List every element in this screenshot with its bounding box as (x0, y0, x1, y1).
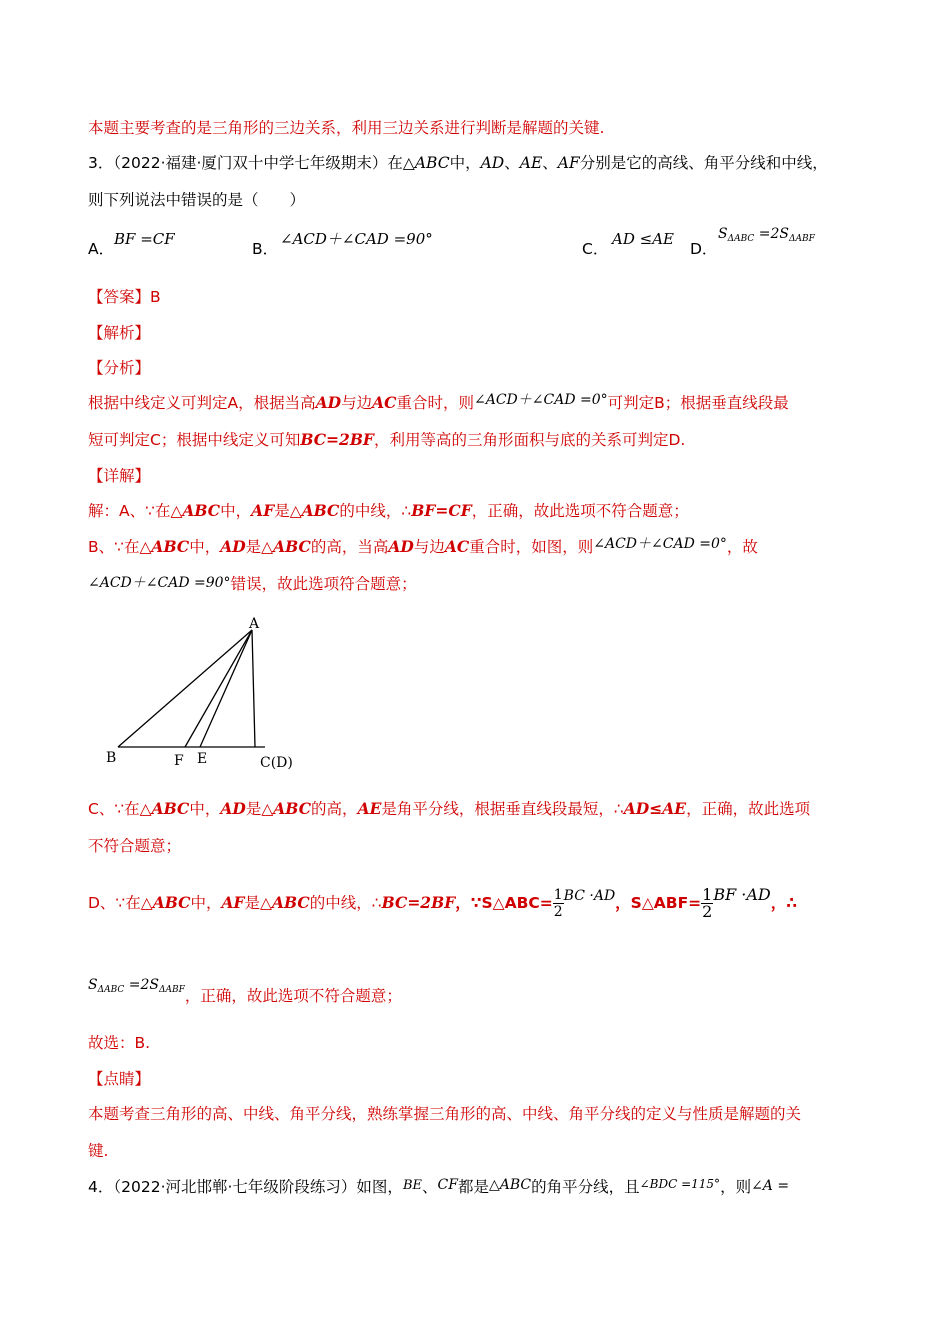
q3-stem-line1: 3．（2022·福建·厦门双十中学七年级期末）在△ABC中，AD、AE、AF分别是它的高线、角平分线和中线， (88, 154, 828, 172)
option-d-math: $S_{\Delta ABC} =2S_{\Delta ABF}$ (718, 226, 815, 244)
detail-c-line2: 不符合题意； (88, 837, 182, 855)
dianjing-line1: 本题考查三角形的高、中线、角平分线，熟练掌握三角形的高、中线、角平分线的定义与性质是解题的关 (88, 1105, 802, 1123)
label-e: E (197, 751, 208, 767)
segment-ab (118, 630, 252, 747)
label-b: B (106, 750, 117, 766)
q4-stem: 4．（2022·河北邯郸·七年级阶段练习）如图，BE、CF都是△ABC的角平分线，且$^{\angle BDC =115^\circ}$，则∠A = (88, 1177, 790, 1196)
detail-b-line2: ∠ACD＋∠CAD =90°错误，故此选项符合题意； (88, 575, 417, 593)
segment-ac (252, 630, 255, 747)
q3-stem-line2: 则下列说法中错误的是（ ） (88, 191, 306, 209)
label-f: F (174, 753, 184, 769)
fenxi-line1: 根据中线定义可判定A，根据当高AD与边AC重合时，则∠ACD＋∠CAD =0°可判定B；根据垂直线段最 (88, 392, 789, 412)
option-a-math: BF =CF (114, 230, 175, 248)
label-a: A (249, 616, 260, 632)
detail-tag: 【详解】 (88, 467, 151, 485)
option-c-math: AD ≤AE (612, 230, 674, 248)
fenxi-tag: 【分析】 (88, 359, 151, 377)
fraction-half-1: $\frac{1}{2}$ (553, 887, 563, 920)
option-b-math: ∠ACD＋∠CAD =90° (280, 230, 433, 248)
analysis-tag: 【解析】 (88, 324, 151, 342)
fenxi-line2: 短可判定C；根据中线定义可知BC=2BF，利用等高的三角形面积与底的关系可判定D. (88, 430, 686, 449)
detail-d-line2: $S_{\Delta ABC} =2S_{\Delta ABF}$，正确，故此选项不符合题意； (88, 977, 402, 1005)
dianjing-line2: 键. (88, 1142, 109, 1160)
option-c: C． (582, 240, 609, 258)
option-d: D． (690, 240, 718, 258)
answer-line: 【答案】B (88, 288, 161, 306)
detail-a-line: 解：A、∵在△ABC中，AF是△ABC的中线，∴BF=CF，正确，故此选项不符合题意； (88, 501, 689, 520)
option-a: A． (88, 240, 115, 258)
fraction-half-2: $\frac{1}{2}$ (702, 885, 713, 921)
detail-d-line1: D、∵在△ABC中，AF是△ABC的中线，∴BC=2BF，∵S△ABC= $\frac{1}{2}$ BC ·AD，S△ABF= $\frac{1}{2}$ BF ·AD，∴ (88, 885, 798, 921)
option-b: B． (252, 240, 279, 258)
label-cd: C(D) (260, 755, 293, 771)
detail-c-line1: C、∵在△ABC中，AD是△ABC的高，AE是角平分线，根据垂直线段最短，∴AD≤AE，正确，故此选项 (88, 799, 811, 818)
dianjing-tag: 【点睛】 (88, 1070, 151, 1088)
choose-line: 故选：B. (88, 1034, 151, 1052)
triangle-figure (100, 612, 320, 777)
segment-af (185, 630, 252, 747)
detail-b-line1: B、∵在△ABC中，AD是△ABC的高，当高AD与边AC重合时，如图，则∠ACD＋∠CAD =0°，故 (88, 536, 758, 556)
segment-ae (200, 630, 252, 747)
intro-note: 本题主要考查的是三角形的三边关系，利用三边关系进行判断是解题的关键. (88, 119, 605, 137)
